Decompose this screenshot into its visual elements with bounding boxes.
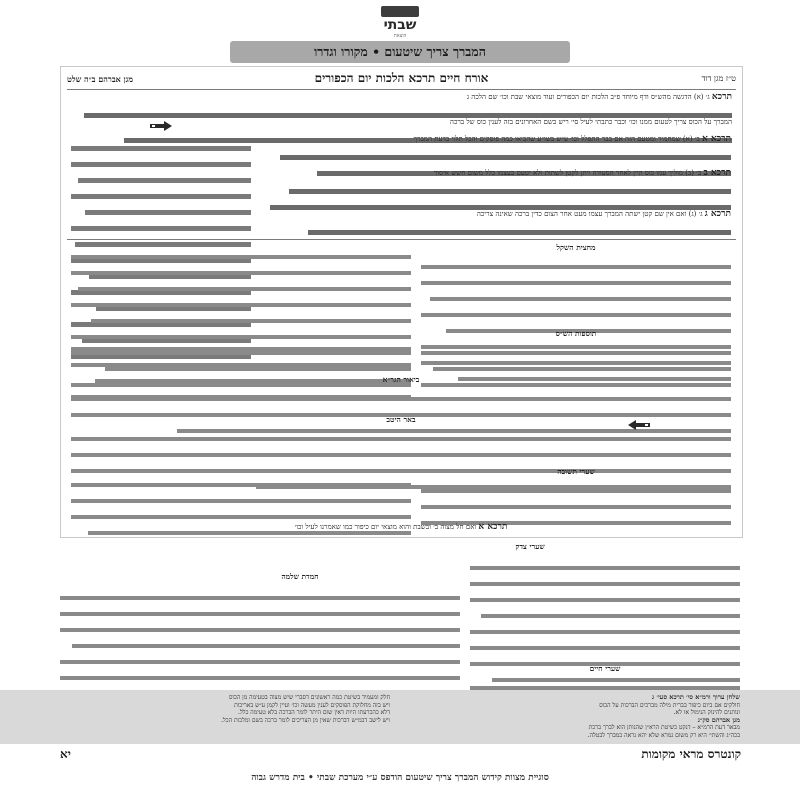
header-divider <box>67 89 736 90</box>
section-title: שערי חיים <box>589 664 621 673</box>
section-title: שערי צדק <box>515 542 545 551</box>
header-center: אורח חיים תרכא הלכות יום הכפורים <box>314 71 489 85</box>
top-line-2: המברך על הכוס צריך לטעום ממנו וכו׳ וכבר כתבתי לעיל סי׳ ריש בשם האחרונים בזה לענין כוס של ברכה <box>449 118 732 126</box>
center-note-lead: תרכא א <box>478 522 508 532</box>
seif-b-block <box>261 169 731 235</box>
section-title: באר היטב <box>386 415 416 424</box>
summary-right-line-4: בכה״ג והשתי׳ היא רק משום גמרא שלא יהא נראה כמברך לבטלה. <box>587 731 740 739</box>
summary-right <box>410 694 740 739</box>
seif-g-lead: תרכא ג <box>704 209 731 219</box>
seif-b-lead: תרכא ב <box>703 168 731 178</box>
logo-mark-icon <box>381 6 419 17</box>
summary-left-line-2: ויש בזה מחלוקת הפוסקים לענין מעשה וכו׳ ועיין לקמן ע״ש באריכות <box>234 701 390 709</box>
footer-title: קונטרס מראי מקומות <box>641 747 741 761</box>
page-banner-title: המברך צריך שיטעום • מקורו וגדרו <box>230 41 570 63</box>
section-divider-1 <box>67 239 736 240</box>
summary-right-line-2: ונותנים להינוק הנימול או לא. <box>673 709 740 716</box>
main-text-frame <box>60 66 743 538</box>
top-line-1: ג׳ (א) הדגשה מהש״ס ודף מיוחד פ״ב הלכות יום הכפורים ועוד מוצאי שבת וכו׳ שם הלכה ג <box>466 93 710 101</box>
summary-right-line-1: חולקים אם ביום כיפור בברית מילה מברכים הברכות על הכוס <box>599 701 740 709</box>
section-title: מחצית השקל <box>556 243 596 252</box>
section-title: חמדת שלמה <box>281 572 319 581</box>
publisher-logo <box>372 6 428 46</box>
summary-left <box>60 694 390 724</box>
footer-credit: סוגיית מצוות קידוש המברך צריך שיטעום הודפס ע״י מערכת שבתי • בית מדרש גבוה <box>251 773 549 783</box>
header-right: ט״ז מגן דוד <box>701 74 736 83</box>
sources-summary-panel <box>0 690 800 744</box>
summary-left-line-4: ויש לישב דבמ״ש דברכות שאין מן הצריכים לומר ברכה בשם ומלכות הכל. <box>220 716 390 724</box>
pointing-hand-icon <box>148 118 176 134</box>
page-number: יא <box>60 747 71 761</box>
center-note-text: ואם חל מצוה ב׳ ובשבת והוא מוצאי יום כיפור כמו שאמרנו לעיל וכו׳ <box>294 523 477 531</box>
section-title: תוספות הש״ס <box>555 329 597 338</box>
seif-b-text: ב׳ (ב) מוליך עמו כוס היין לאחר הסעודה ויתן לקטן לשתות ולא יטעם בעצמו כלל משום חשש איסור <box>433 169 702 177</box>
seif-g-text: ג׳ (ג) ואם אין שם קטן ישתה המברך עצמו מעט אחר הצום כדין ברכה שאינה צריכה <box>476 210 703 218</box>
pointing-hand-icon <box>624 417 652 433</box>
top-lead: תרכא <box>711 92 732 102</box>
lower-right-text-2 <box>470 674 740 690</box>
logo-subtitle: הוצאת <box>393 33 407 39</box>
logo-name: שבתי <box>383 17 417 33</box>
center-note <box>201 523 601 532</box>
running-header <box>61 71 742 89</box>
summary-left-line-1: חלק ומעמיד בשיטת כמה ראשונים דסברי שיש מצוה בטעימה מן הכוס <box>228 694 390 701</box>
summary-left-line-3: דלא כהכרעתו היות דאין שום היתר לומר הברכה בלא טעימה כלל. <box>237 709 390 716</box>
summary-right-heading-2: מגן אברהם סק״ג <box>697 715 740 724</box>
summary-right-line-3: מבאר דעת הרמ״א – דנקט כשיטת הרא״ן שהנותן הוא לברך ברכת <box>588 724 740 731</box>
section-title: שערי תשובה <box>557 467 595 476</box>
footer-title-row <box>60 745 741 765</box>
seif-a-text: ב׳ (א) שמחמיר ומטעם הזה אם כבר התפלל וכו׳ ע״ש בשו״ע שהביאו כמה פוסקים והכל תלוי בדעת המברך <box>413 135 700 143</box>
summary-right-heading: שלחן ערוך ורמ״א סי׳ תרכא סעי׳ ג <box>652 693 740 701</box>
header-left: מגן אברהם ב״ה שלט <box>67 74 134 84</box>
section-title: ביאור הגר״א <box>382 375 420 384</box>
seif-a-lead: תרכא א <box>702 134 731 144</box>
